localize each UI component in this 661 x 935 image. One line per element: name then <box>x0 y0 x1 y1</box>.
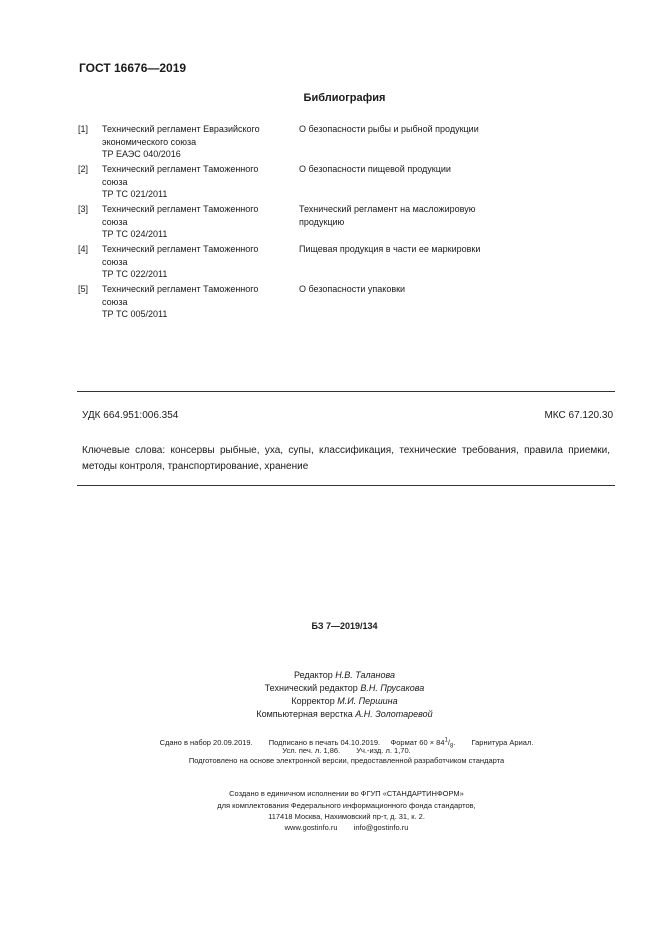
credit-line <box>0 708 661 721</box>
udk-code: УДК 664.951:006.354 <box>82 410 179 421</box>
entry-subject-line: Пищевая продукция в части ее маркировки <box>299 244 481 254</box>
sheets-line <box>0 746 661 755</box>
credit-line <box>0 695 661 708</box>
entry-document-line: союза <box>102 296 128 307</box>
entry-subject <box>299 163 618 201</box>
standard-number: ГОСТ 16676—2019 <box>79 61 187 75</box>
entry-document-line: Технический регламент Таможенного <box>102 284 259 294</box>
credit-name: М.И. Першина <box>337 696 398 706</box>
entry-subject <box>299 243 618 281</box>
entry-document-line: Технический регламент Таможенного <box>102 244 259 254</box>
mks-code: МКС 67.120.30 <box>544 410 613 421</box>
publisher-line: для комплектования Федерального информационного фонда стандартов, <box>217 801 476 810</box>
keywords: Ключевые слова: консервы рыбные, уха, супы, классификация, технические требования, правила приемки, методы контроля, транспортирование, хранение <box>82 445 610 472</box>
format-denominator: 8 <box>449 743 454 749</box>
bibliography-entry <box>78 163 618 201</box>
entry-document-line: Технический регламент Таможенного <box>102 204 259 214</box>
bottom-divider <box>77 485 615 486</box>
entry-document-line: союза <box>102 256 128 267</box>
submitted-date: Сдано в набор 20.09.2019. <box>159 737 253 747</box>
bibliography-list <box>78 123 618 323</box>
entry-number: [3] <box>78 204 89 214</box>
entry-document <box>102 243 299 281</box>
entry-subject-line: Технический регламент на масложировую <box>299 204 476 214</box>
entry-subject <box>299 283 618 321</box>
entry-subject-line: О безопасности пищевой продукции <box>299 164 451 174</box>
entry-document-line: экономического союза <box>102 136 197 147</box>
bibliography-entry <box>78 283 618 321</box>
print-sheets: Усл. печ. л. 1,86. <box>282 746 341 755</box>
credit-line <box>0 682 661 695</box>
entry-document-line: ТР ЕАЭС 040/2016 <box>102 149 181 159</box>
entry-document <box>102 203 299 241</box>
entry-number: [1] <box>78 124 89 134</box>
format-prefix: Формат 60 × 84 <box>390 737 445 747</box>
entry-document-line: Технический регламент Евразийского <box>102 124 260 134</box>
entry-document-line: ТР ТС 021/2011 <box>102 189 168 199</box>
bibliography-entry <box>78 243 618 281</box>
entry-document-line: ТР ТС 022/2011 <box>102 269 168 279</box>
credit-name: А.Н. Золотаревой <box>355 709 433 719</box>
website-link[interactable]: www.gostinfo.ru <box>284 823 338 832</box>
publication-sheets: Уч.-изд. л. 1,70. <box>356 746 411 755</box>
top-divider <box>77 391 615 392</box>
print-format: Подписано в печать 04.10.2019. Формат $60 \times 84^1/_8$. <box>268 737 456 749</box>
entry-document-line: ТР ТС 024/2011 <box>102 229 168 239</box>
entry-document-line: союза <box>102 216 128 227</box>
entry-document-line: ТР ТС 005/2011 <box>102 309 168 319</box>
format-numerator: 1 <box>444 737 448 743</box>
credit-name: Н.В. Таланова <box>335 670 396 680</box>
entry-document <box>102 163 299 201</box>
entry-document <box>102 283 299 321</box>
entry-subject <box>299 123 618 161</box>
entry-subject <box>299 203 618 241</box>
credit-role: Редактор <box>293 670 333 680</box>
bibliography-entry <box>78 123 618 161</box>
bibliography-title: Библиография <box>303 92 386 104</box>
credit-role: Компьютерная верстка <box>256 709 353 719</box>
entry-subject-line: О безопасности упаковки <box>299 284 406 294</box>
credit-name: В.Н. Прусакова <box>360 683 425 693</box>
entry-document-line: Технический регламент Таможенного <box>102 164 259 174</box>
typeface: Гарнитура Ариал. <box>471 737 534 747</box>
credit-line <box>0 669 661 682</box>
entry-number: [5] <box>78 284 89 294</box>
signed-date: Подписано в печать 04.10.2019. <box>268 737 381 747</box>
prepared-note: Подготовлено на основе электронной версии, предоставленной разработчиком стандарта <box>188 756 505 765</box>
entry-number: [2] <box>78 164 89 174</box>
credit-role: Корректор <box>291 696 335 706</box>
publisher-contacts <box>0 823 661 832</box>
publisher-address: 117418 Москва, Нахимовский пр-т, д. 31, к. 2. <box>268 812 425 821</box>
bibliography-entry <box>78 203 618 241</box>
entry-document <box>102 123 299 161</box>
publisher-line: Создано в единичном исполнении во ФГУП «СТАНДАРТИНФОРМ» <box>229 789 464 798</box>
bz-number: БЗ 7—2019/134 <box>311 621 378 631</box>
entry-subject-line: О безопасности рыбы и рыбной продукции <box>299 124 479 134</box>
entry-document-line: союза <box>102 176 128 187</box>
entry-subject-line: продукцию <box>299 216 345 227</box>
credit-role: Технический редактор <box>264 683 358 693</box>
entry-number: [4] <box>78 244 89 254</box>
email-link[interactable]: info@gostinfo.ru <box>353 823 409 832</box>
